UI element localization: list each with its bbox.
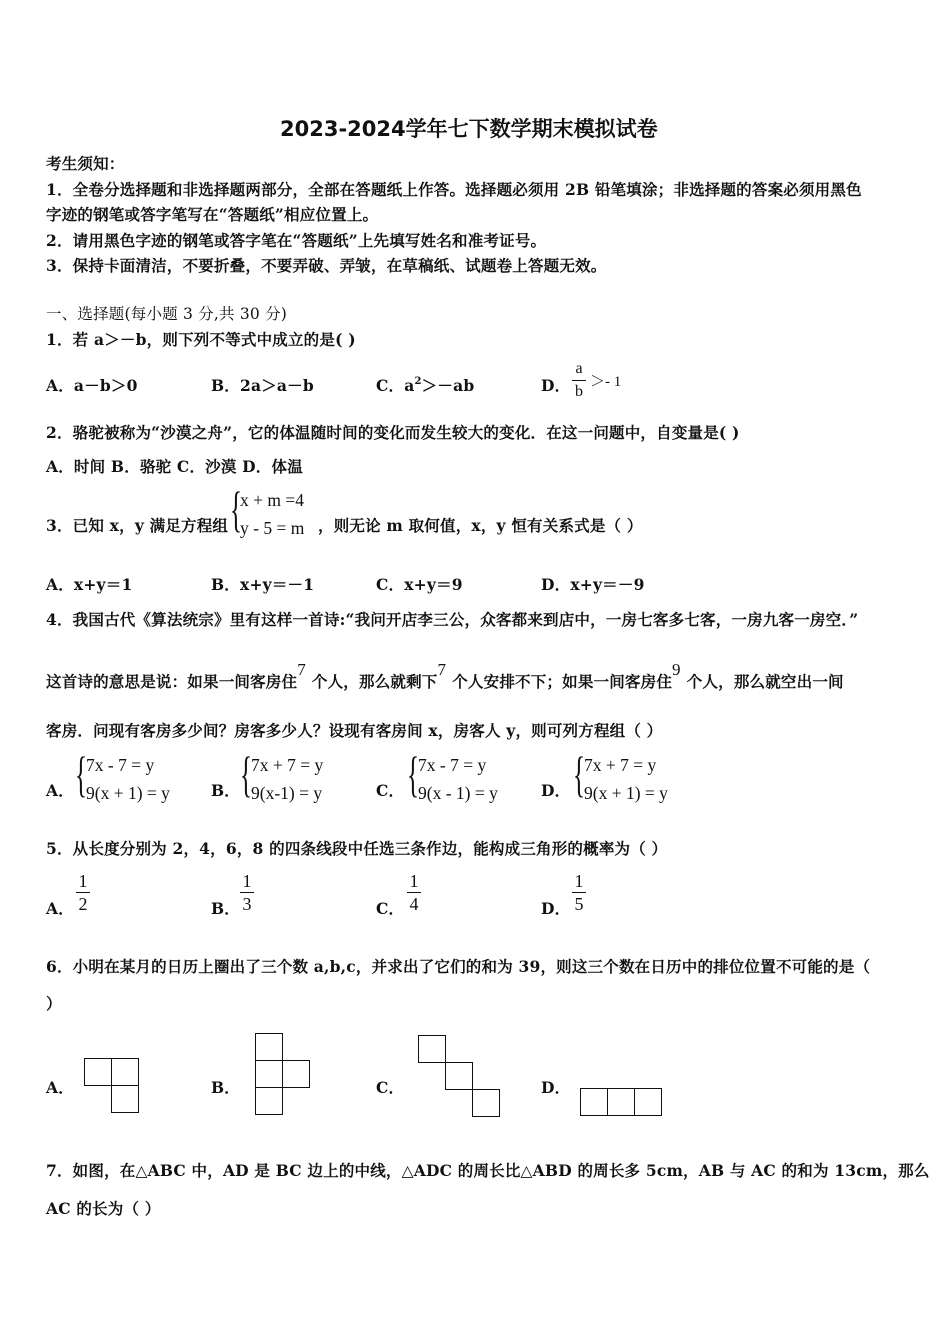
notice-line: 3．保持卡面清洁，不要折叠，不要弄破、弄皱，在草稿纸、试题卷上答题无效。 bbox=[46, 256, 607, 275]
question-6-line: ） bbox=[46, 994, 62, 1013]
question-3-stem-rest: ，则无论 m 取何值，x，y 恒有关系式是（ ） bbox=[318, 516, 643, 535]
q1-option-b: B．2a＞a－b bbox=[211, 376, 314, 395]
q3-option-d: D．x+y＝－9 bbox=[541, 575, 645, 594]
q4-option-c-label: C． bbox=[376, 781, 405, 800]
question-4-line: 这首诗的意思是说：如果一间客房住7个人，那么就剩下7个人安排不下；如果一间客房住9个人，那么就空出一间 bbox=[46, 660, 844, 691]
q3-equation-system: x + m =4 y - 5 = m bbox=[240, 490, 305, 538]
system-brace: { bbox=[240, 746, 252, 802]
q4-option-b-system: 7x + 7 = y 9(x-1) = y bbox=[251, 755, 324, 803]
q2-options: A．时间 B．骆驼 C．沙漠 D．体温 bbox=[46, 457, 303, 476]
q1-option-d-rest: ＞- 1 bbox=[590, 374, 622, 390]
q5-option-d-label: D． bbox=[541, 899, 571, 918]
question-5-stem: 5．从长度分别为 2，4，6，8 的四条线段中任选三条作边，能构成三角形的概率为（ ） bbox=[46, 839, 668, 858]
q5-option-c-fraction: 1 4 bbox=[407, 871, 421, 914]
question-7-line: 7．如图，在△ABC 中，AD 是 BC 边上的中线，△ADC 的周长比△ABD 的周长多 5cm，AB 与 AC 的和为 13cm，那么 bbox=[46, 1161, 930, 1180]
q3-option-c: C．x+y＝9 bbox=[376, 575, 463, 594]
q6-option-b-label: B． bbox=[211, 1078, 241, 1097]
notice-line: 1．全卷分选择题和非选择题两部分，全部在答题纸上作答。选择题必须用 2B 铅笔填涂；非选择题的答案必须用黑色 bbox=[46, 180, 862, 199]
question-4-line: 4．我国古代《算法统宗》里有这样一首诗:“我问开店李三公，众客都来到店中，一房七客多七客，一房九客一房空．” bbox=[46, 610, 859, 629]
q4-option-d-system: 7x + 7 = y 9(x + 1) = y bbox=[584, 755, 668, 803]
question-6-line: 6．小明在某月的日历上圈出了三个数 a,b,c，并求出了它们的和为 39，则这三个数在日历中的排位位置不可能的是（ bbox=[46, 957, 871, 976]
q6-option-d-label: D． bbox=[541, 1078, 571, 1097]
system-brace: { bbox=[407, 746, 419, 802]
question-1-stem: 1．若 a＞－b，则下列不等式中成立的是( ) bbox=[46, 330, 356, 349]
system-brace: { bbox=[230, 481, 242, 537]
q4-option-d-label: D． bbox=[541, 781, 571, 800]
q3-option-b: B．x+y＝－1 bbox=[211, 575, 315, 594]
q6-option-c-label: C． bbox=[376, 1078, 405, 1097]
notice-line: 2．请用黑色字迹的钢笔或答字笔在“答题纸”上先填写姓名和准考证号。 bbox=[46, 231, 547, 250]
q3-option-a: A．x+y＝1 bbox=[46, 575, 133, 594]
question-7-line: AC 的长为（ ） bbox=[46, 1199, 161, 1218]
q1-option-d-label: D． bbox=[541, 376, 571, 395]
q5-option-a-fraction: 1 2 bbox=[76, 871, 90, 914]
q4-option-b-label: B． bbox=[211, 781, 241, 800]
system-brace: { bbox=[573, 746, 585, 802]
q1-option-c: C．$a^2>-ab$ bbox=[376, 376, 475, 395]
q5-option-d-fraction: 1 5 bbox=[572, 871, 586, 914]
question-4-line: 客房．问现有客房多少间？房客多少人？设现有客房间 x，房客人 y，则可列方程组（ ） bbox=[46, 721, 663, 740]
q5-option-a-label: A． bbox=[46, 899, 74, 918]
q5-option-c-label: C． bbox=[376, 899, 405, 918]
q5-option-b-label: B． bbox=[211, 899, 241, 918]
notice-line: 字迹的钢笔或答字笔写在“答题纸”相应位置上。 bbox=[46, 205, 379, 224]
q4-option-a-system: 7x - 7 = y 9(x + 1) = y bbox=[86, 755, 170, 803]
question-2-stem: 2．骆驼被称为“沙漠之舟”，它的体温随时间的变化而发生较大的变化．在这一问题中，自变量是( ) bbox=[46, 423, 740, 442]
notice-heading: 考生须知： bbox=[46, 154, 125, 173]
q6-option-a-label: A． bbox=[46, 1078, 74, 1097]
q4-option-c-system: 7x - 7 = y 9(x - 1) = y bbox=[418, 755, 498, 803]
q1-option-a: A．a－b＞0 bbox=[46, 376, 138, 395]
system-brace: { bbox=[75, 746, 87, 802]
section-heading: 一、选择题(每小题 3 分,共 30 分) bbox=[46, 305, 288, 323]
q1-option-d-fraction: a b bbox=[572, 359, 586, 402]
q5-option-b-fraction: 1 3 bbox=[240, 871, 254, 914]
q4-option-a-label: A． bbox=[46, 781, 74, 800]
page-title: 2023-2024学年七下数学期末模拟试卷 bbox=[280, 117, 658, 141]
question-3-stem: 3．已知 x，y 满足方程组 bbox=[46, 516, 229, 535]
